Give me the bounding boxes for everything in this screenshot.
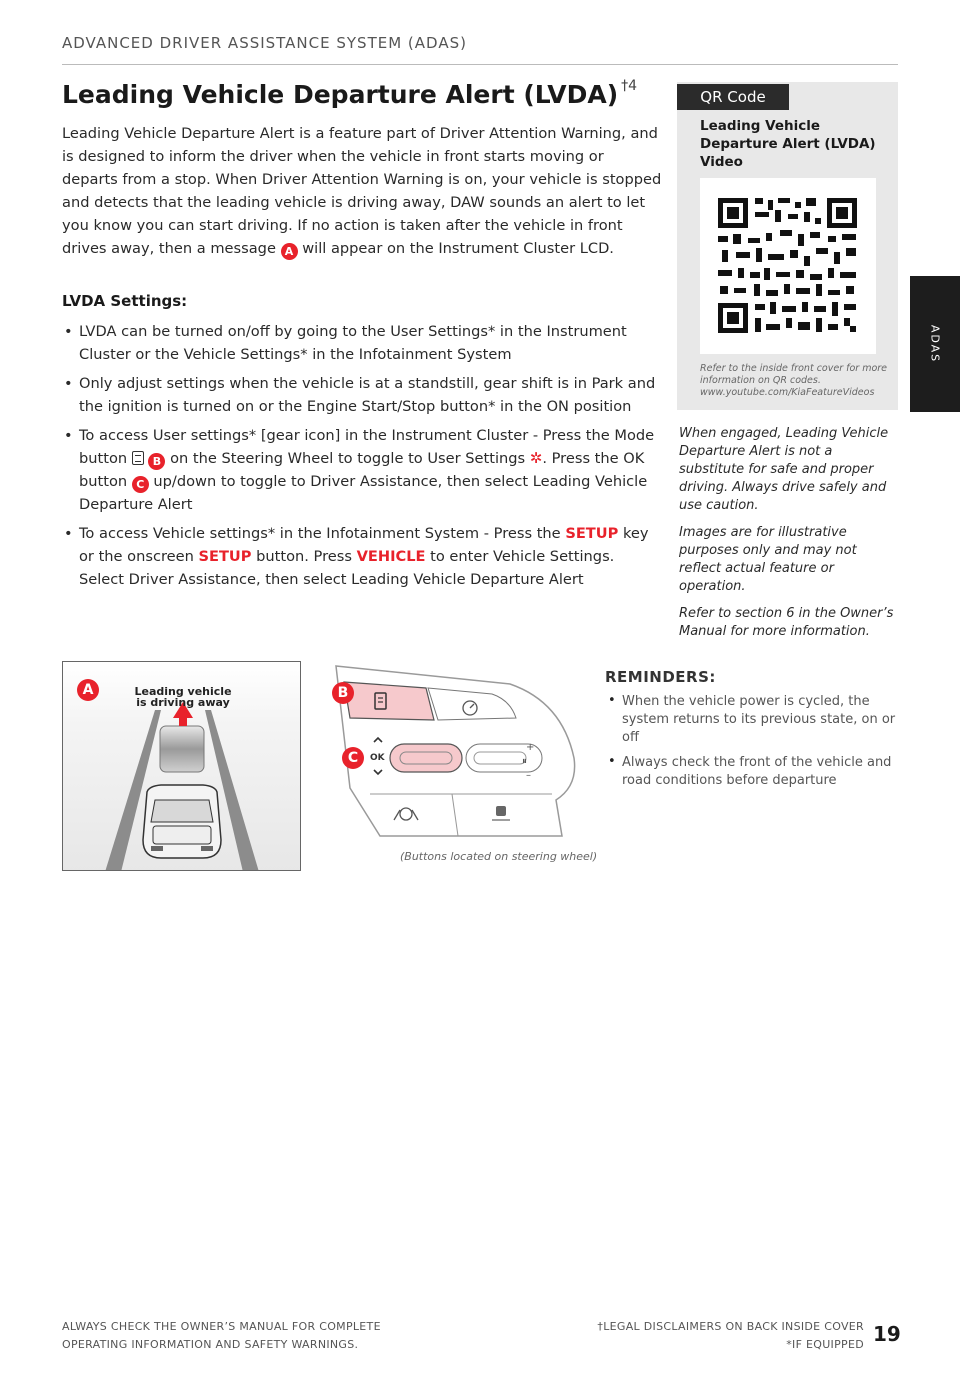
badge-b: B (332, 682, 354, 704)
settings-b3-text-4: up/down to toggle to Driver Assistance, then select Leading Vehicle Departure Alert (79, 473, 648, 513)
settings-b3-text-3: . Press the OK button (79, 450, 645, 490)
side-tab-label: ADAS (928, 324, 942, 364)
footer-left-line-2: OPERATING INFORMATION AND SAFETY WARNINGS. (62, 1338, 359, 1351)
intro-paragraph (62, 122, 662, 260)
gear-icon: ✲ (529, 449, 543, 467)
figure-a-label: Leading vehicle is driving away (134, 685, 232, 709)
footer-disclaimers (597, 1318, 864, 1354)
steering-wheel-buttons (330, 660, 580, 840)
footer-warning (62, 1318, 381, 1354)
setup-key-label: SETUP (565, 525, 619, 542)
settings-b4-text-2: key or the onscreen (79, 525, 649, 565)
section-header: ADVANCED DRIVER ASSISTANCE SYSTEM (ADAS) (62, 34, 467, 52)
mode-button-icon (132, 451, 144, 465)
side-notes (679, 425, 901, 650)
settings-item-vehicle-settings (62, 522, 662, 591)
settings-item-onoff: • LVDA can be turned on/off by going to the User Settings* in the Instrument Cluster or the Vehicle Settings* in the Infotainment System (62, 320, 662, 366)
reminder-item: • When the vehicle power is cycled, the system returns to its previous state, on or off (608, 693, 903, 747)
side-note-owners-manual: Refer to section 6 in the Owner’s Manual for more information. (679, 606, 894, 639)
footer-right-line-1: †LEGAL DISCLAIMERS ON BACK INSIDE COVER (597, 1320, 864, 1333)
footer-right-line-2: *IF EQUIPPED (786, 1338, 864, 1351)
qr-title: Leading Vehicle Departure Alert (LVDA) Video (700, 118, 876, 170)
reminder-item: • Always check the front of the vehicle and road conditions before departure (608, 754, 903, 790)
ok-rocker[interactable] (390, 744, 462, 772)
settings-b4-text-1: To access Vehicle settings* in the Infotainment System - Press the (79, 525, 561, 542)
footer-left-line-1: ALWAYS CHECK THE OWNER’S MANUAL FOR COMPLETE (62, 1320, 381, 1333)
mode-button[interactable] (344, 682, 434, 720)
qr-code-icon[interactable] (700, 178, 876, 354)
header-divider (62, 64, 898, 65)
page-number: 19 (873, 1322, 901, 1346)
vehicle-button-label: VEHICLE (356, 548, 426, 565)
side-note-images: Images are for illustrative purposes only and may not reflect actual feature or operation. (679, 525, 857, 594)
lane-assist-icon (496, 806, 506, 816)
qr-tag: QR Code (677, 84, 789, 110)
intro-text-after: will appear on the Instrument Cluster LCD. (302, 240, 614, 257)
settings-heading: LVDA Settings: (62, 292, 188, 310)
settings-item-standstill: • Only adjust settings when the vehicle is at a standstill, gear shift is in Park and the ignition is turned on or the Engine Start/Stop button* in the ON position (62, 372, 662, 418)
settings-b4-text-4: to enter Vehicle Settings. Select Driver Assistance, then select Leading Vehicle Departure Alert (79, 548, 615, 588)
intro-text-before: Leading Vehicle Departure Alert is a feature part of Driver Attention Warning, and is designed to inform the driver when the vehicle in front starts moving or departs from a stop. When Driver Attention Warning is on, your vehicle is stopped and detects that the leading vehicle is driving away, DAW sounds an alert to let you know you can start driving. If no action is taken after the vehicle in front drives away, then a message (62, 125, 662, 257)
settings-item-user-settings (62, 424, 662, 516)
settings-b4-text-3: button. Press (256, 548, 352, 565)
title-superscript: †4 (621, 78, 638, 94)
settings-list (62, 320, 662, 597)
driving-assist-icon (400, 808, 412, 820)
badge-c: C (342, 747, 364, 769)
badge-b-inline: B (148, 453, 165, 470)
minus-icon: – (526, 770, 531, 781)
settings-b3-text-2: on the Steering Wheel to toggle to User Settings (170, 450, 526, 467)
side-tab (910, 276, 960, 412)
ok-label: OK (370, 753, 385, 763)
wheel-caption: (Buttons located on steering wheel) (400, 850, 598, 863)
page-title-text: Leading Vehicle Departure Alert (LVDA) (62, 80, 619, 109)
setup-button-label: SETUP (198, 548, 252, 565)
qr-note: Refer to the inside front cover for more information on QR codes. www.youtube.com/KiaFeatureVideos (700, 363, 888, 398)
settings-b3-text-1: To access User settings* [gear icon] in the Instrument Cluster - Press the Mode button (79, 427, 655, 467)
page-title (62, 80, 637, 109)
side-note-substitute: When engaged, Leading Vehicle Departure Alert is not a substitute for safe and proper driving. Always drive safely and use caution. (679, 426, 889, 513)
reminders-heading: REMINDERS: (605, 668, 716, 686)
figure-lvda-cluster (62, 661, 301, 871)
mute-icon: ⏸ (522, 756, 527, 767)
plus-icon: + (526, 742, 535, 753)
qr-code-frame (700, 178, 876, 354)
reminders-list (608, 693, 903, 797)
badge-a: A (77, 679, 99, 701)
badge-a-inline: A (281, 243, 298, 260)
badge-c-inline: C (132, 476, 149, 493)
